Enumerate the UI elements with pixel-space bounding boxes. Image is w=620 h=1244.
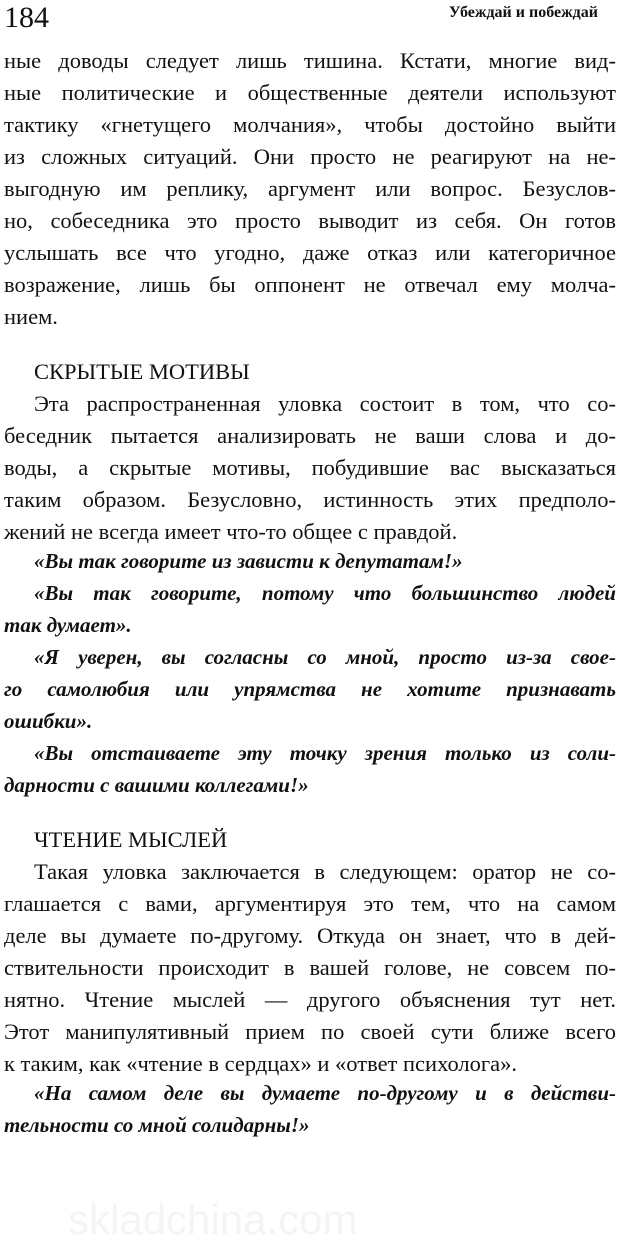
text-line: из сложных ситуаций. Они просто не реагируют на не- [4,144,616,169]
text-line: таким образом. Безусловно, истинность этих предполо- [4,487,616,512]
example-quote: «Вы отстаиваете эту точку зрения только из соли- [34,741,616,765]
text-line: услышать все что угодно, даже отказ или категоричное [4,240,616,265]
text-line: деле вы думаете по-другому. Откуда он знает, что в дей- [4,923,616,948]
example-quote: ошибки». [4,709,93,733]
text-line: жений не всегда имеет что-то общее с правдой. [4,519,458,544]
text-line: тактику «гнетущего молчания», чтобы достойно выйти [4,112,616,137]
text-line: ствительности происходит в вашей голове, не совсем по- [4,955,616,980]
example-quote: тельности со мной солидарны!» [4,1113,310,1137]
text-line: к таким, как «чтение в сердцах» и «ответ психолога». [4,1051,517,1076]
text-line: глашается с вами, аргументируя это тем, что на самом [4,891,616,916]
example-quote: го самолюбия или упрямства не хотите признавать [4,677,616,701]
text-line: Эта распространенная уловка состоит в том, что со- [34,391,616,416]
text-line: беседник пытается анализировать не ваши слова и до- [4,423,616,448]
page-number: 184 [4,1,49,34]
text-line: нием. [4,304,58,329]
text-line: Этот манипулятивный прием по своей сути ближе всего [4,1019,616,1044]
text-line: нятно. Чтение мыслей — другого объяснения тут нет. [4,987,616,1012]
text-line: воды, а скрытые мотивы, побудившие вас высказаться [4,455,616,480]
example-quote: так думает». [4,613,132,637]
example-quote: «На самом деле вы думаете по-другому и в действи- [34,1081,616,1105]
text-line: но, собеседника это просто выводит из себя. Он готов [4,208,616,233]
text-line: выгодную им реплику, аргумент или вопрос. Безуслов- [4,176,616,201]
text-line: Такая уловка заключается в следующем: оратор не со- [34,859,616,884]
example-quote: «Вы так говорите, потому что большинство людей [34,581,616,605]
example-quote: «Вы так говорите из зависти к депутатам!» [34,549,463,573]
text-line: ные доводы следует лишь тишина. Кстати, многие вид- [4,48,616,73]
text-line: возражение, лишь бы оппонент не отвечал ему молча- [4,272,616,297]
watermark: skladchina.com [68,1196,358,1243]
example-quote: «Я уверен, вы согласны со мной, просто из-за свое- [34,645,616,669]
section-heading-hidden-motives: СКРЫТЫЕ МОТИВЫ [34,359,250,384]
example-quote: дарности с вашими коллегами!» [4,773,309,797]
section-heading-mind-reading: ЧТЕНИЕ МЫСЛЕЙ [34,827,228,852]
text-line: ные политические и общественные деятели используют [4,80,616,105]
running-title: Убеждай и побеждай [448,4,598,21]
